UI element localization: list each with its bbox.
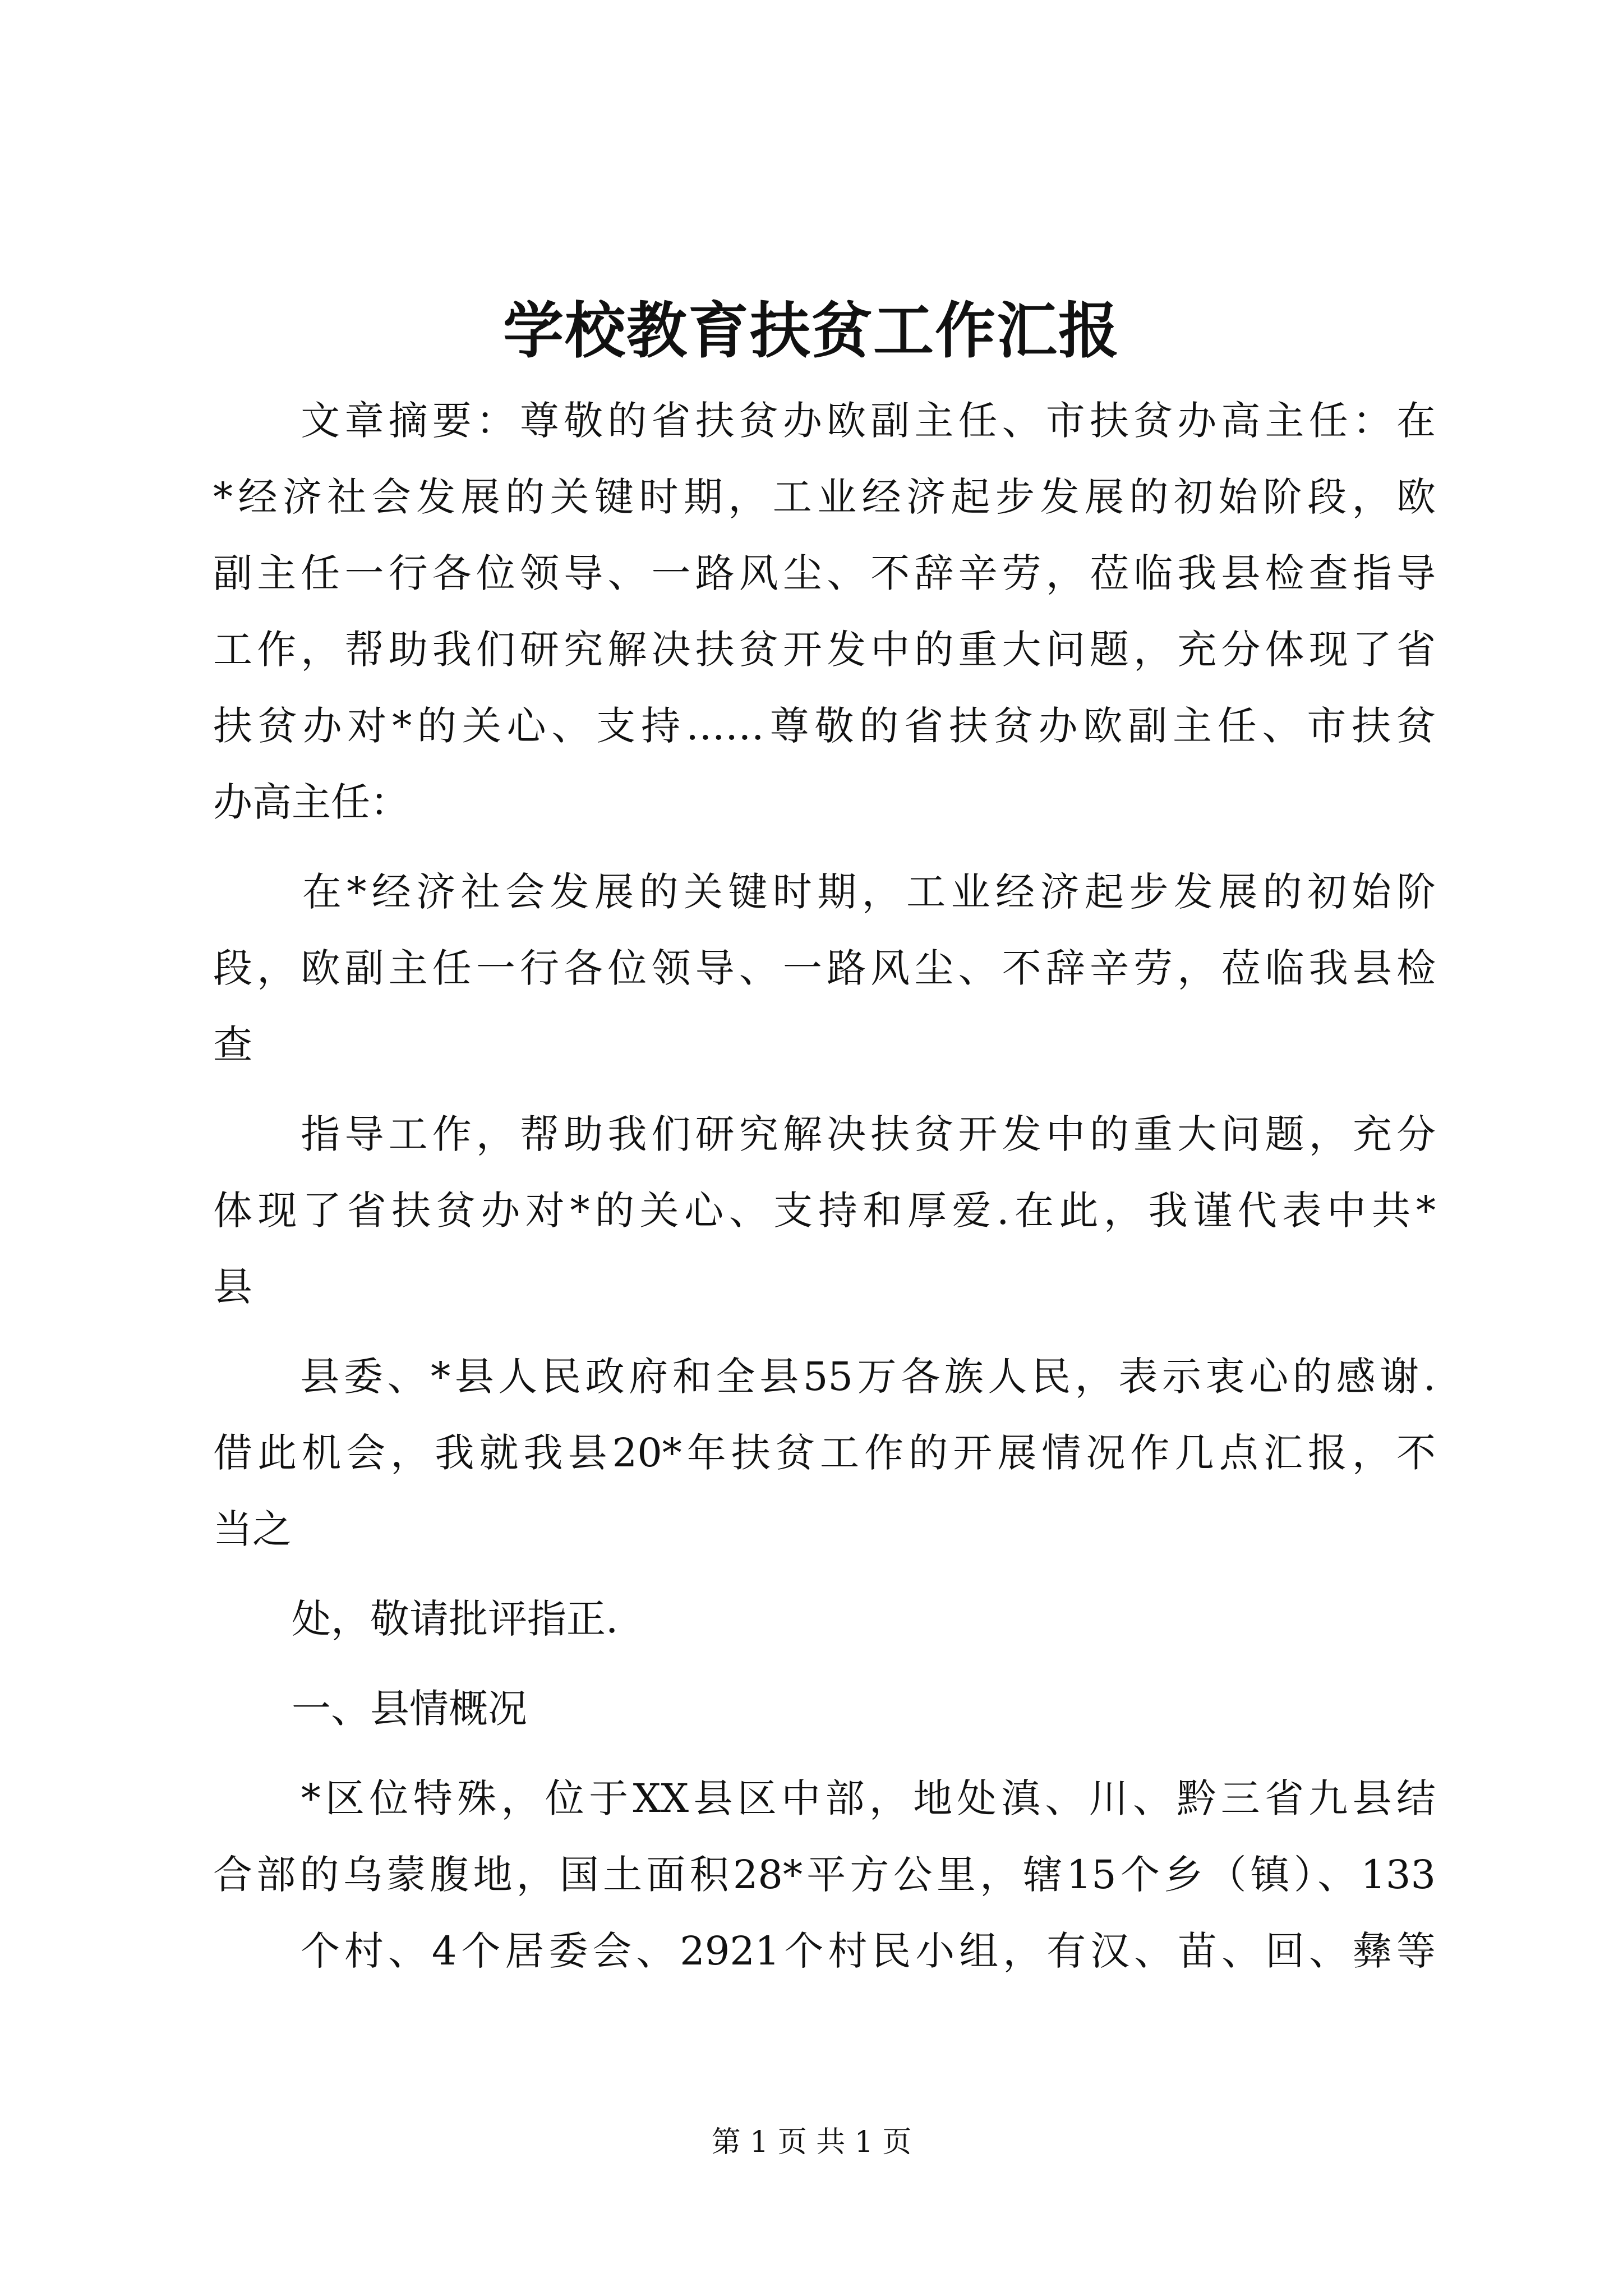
text-line: 工作，帮助我们研究解决扶贫开发中的重大问题，充分体现了省 [213,627,1436,673]
text-line: 查 [213,1022,252,1068]
section-heading: 一、县情概况 [213,1686,527,1732]
text-line: 副主任一行各位领导、一路风尘、不辞辛劳，莅临我县检查指导 [213,550,1436,596]
text-line: 处，敬请批评指正. [213,1596,619,1642]
text-line: 个村、4个居委会、2921个村民小组，有汉、苗、回、彝等 [213,1928,1436,1974]
text-line: 办高主任： [213,779,409,825]
text-line: 在*经济社会发展的关键时期，工业经济起步发展的初始阶 [213,869,1436,915]
text-line: 指导工作，帮助我们研究解决扶贫开发中的重大问题，充分 [213,1111,1436,1157]
text-line: *经济社会发展的关键时期，工业经济起步发展的初始阶段，欧 [213,474,1436,520]
text-line: 体现了省扶贫办对*的关心、支持和厚爱.在此，我谨代表中共* [213,1188,1436,1234]
text-line: 当之 [213,1506,292,1552]
document-title: 学校教育扶贫工作汇报 [502,296,1120,366]
page-number: 第 1 页 共 1 页 [711,2125,912,2159]
text-line: *区位特殊，位于XX县区中部，地处滇、川、黔三省九县结 [213,1775,1436,1821]
text-line: 文章摘要：尊敬的省扶贫办欧副主任、市扶贫办高主任：在 [213,398,1436,444]
text-line: 段，欧副主任一行各位领导、一路风尘、不辞辛劳，莅临我县检 [213,945,1436,991]
text-line: 扶贫办对*的关心、支持……尊敬的省扶贫办欧副主任、市扶贫 [213,703,1436,749]
text-line: 县 [213,1264,252,1310]
text-line: 县委、*县人民政府和全县55万各族人民，表示衷心的感谢. [213,1354,1436,1400]
text-line: 借此机会，我就我县20*年扶贫工作的开展情况作几点汇报，不 [213,1430,1436,1476]
text-line: 合部的乌蒙腹地，国土面积28*平方公里，辖15个乡（镇）、133 [213,1852,1436,1898]
